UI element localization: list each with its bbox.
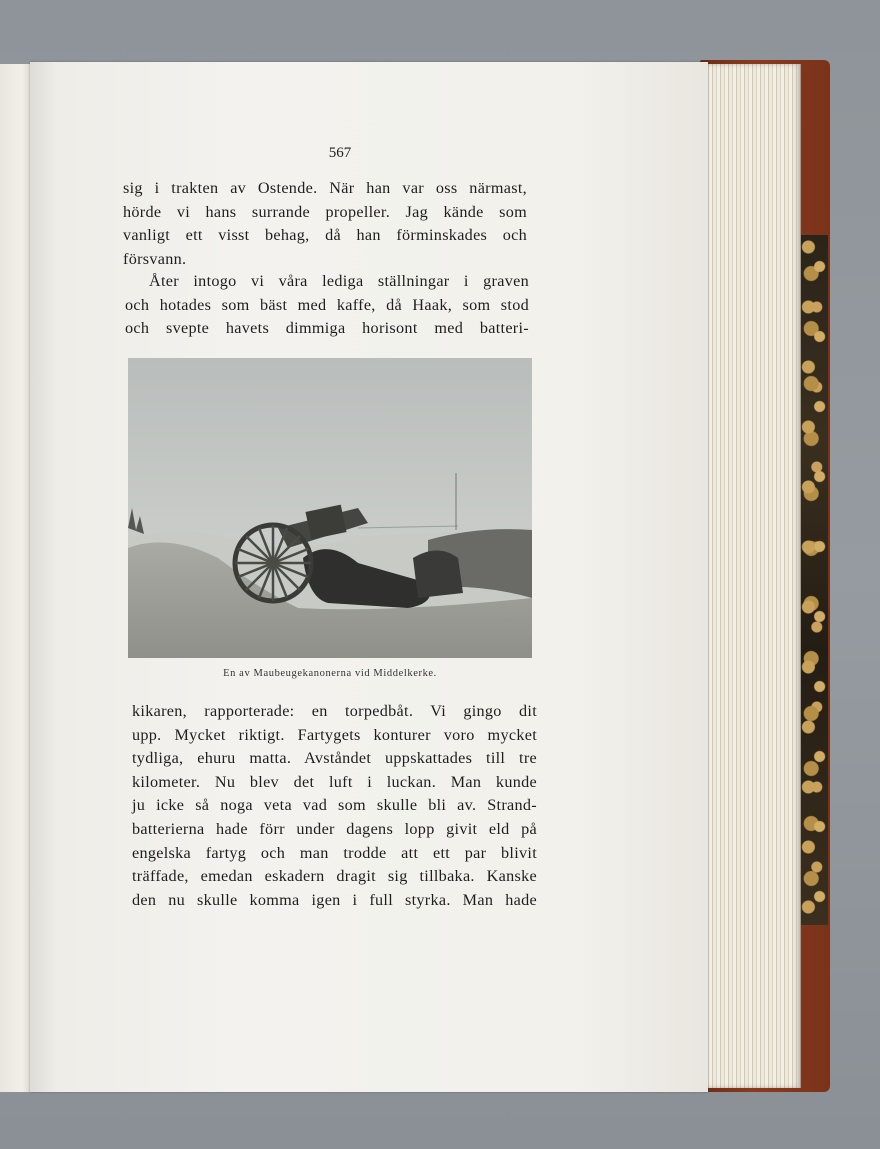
text-line: hörde vi hans surrande propeller. Jag kände som: [123, 202, 527, 221]
book-page: [30, 62, 708, 1092]
text-line: vanligt ett visst behag, då han förminskades och: [123, 226, 527, 245]
paragraph-3: [132, 700, 537, 912]
text-line: batterierna hade förr under dagens lopp givit eld på: [132, 819, 537, 838]
text-line: engelska fartyg och man trodde att ett par blivit: [132, 843, 537, 862]
text-line: kilometer. Nu blev det luft i luckan. Man kunde: [132, 772, 537, 791]
paragraph-1: [123, 177, 527, 271]
marbled-edge: [800, 235, 828, 925]
text-line: träffade, emedan eskadern dragit sig tillbaka. Kanske: [132, 867, 537, 886]
photo-caption: En av Maubeugekanonerna vid Middelkerke.: [223, 668, 437, 679]
text-line: och hotades som bäst med kaffe, då Haak, som stod: [125, 295, 529, 314]
facing-page-edge: [0, 64, 32, 1092]
text-line: försvann.: [123, 249, 187, 268]
text-line: sig i trakten av Ostende. När han var oss närmast,: [123, 179, 527, 197]
text-line: kikaren, rapporterade: en torpedbåt. Vi gingo dit: [132, 702, 537, 720]
photograph-cannon: [128, 358, 532, 658]
text-line: den nu skulle komma igen i full styrka. Man hade: [132, 890, 537, 909]
text-line: tydliga, ehuru matta. Avståndet uppskattades till tre: [132, 749, 537, 768]
text-line: och svepte havets dimmiga horisont med batteri-: [125, 319, 529, 338]
text-line: Åter intogo vi våra lediga ställningar i graven: [149, 272, 529, 290]
text-line: ju icke så noga veta vad som skulle bli av. Strand-: [132, 796, 537, 815]
paragraph-2: [125, 270, 529, 341]
page-number: 567: [328, 145, 352, 161]
photo-illustration: [128, 358, 532, 658]
text-line: upp. Mycket riktigt. Fartygets konturer voro mycket: [132, 725, 537, 744]
page-edges: [705, 64, 801, 1088]
